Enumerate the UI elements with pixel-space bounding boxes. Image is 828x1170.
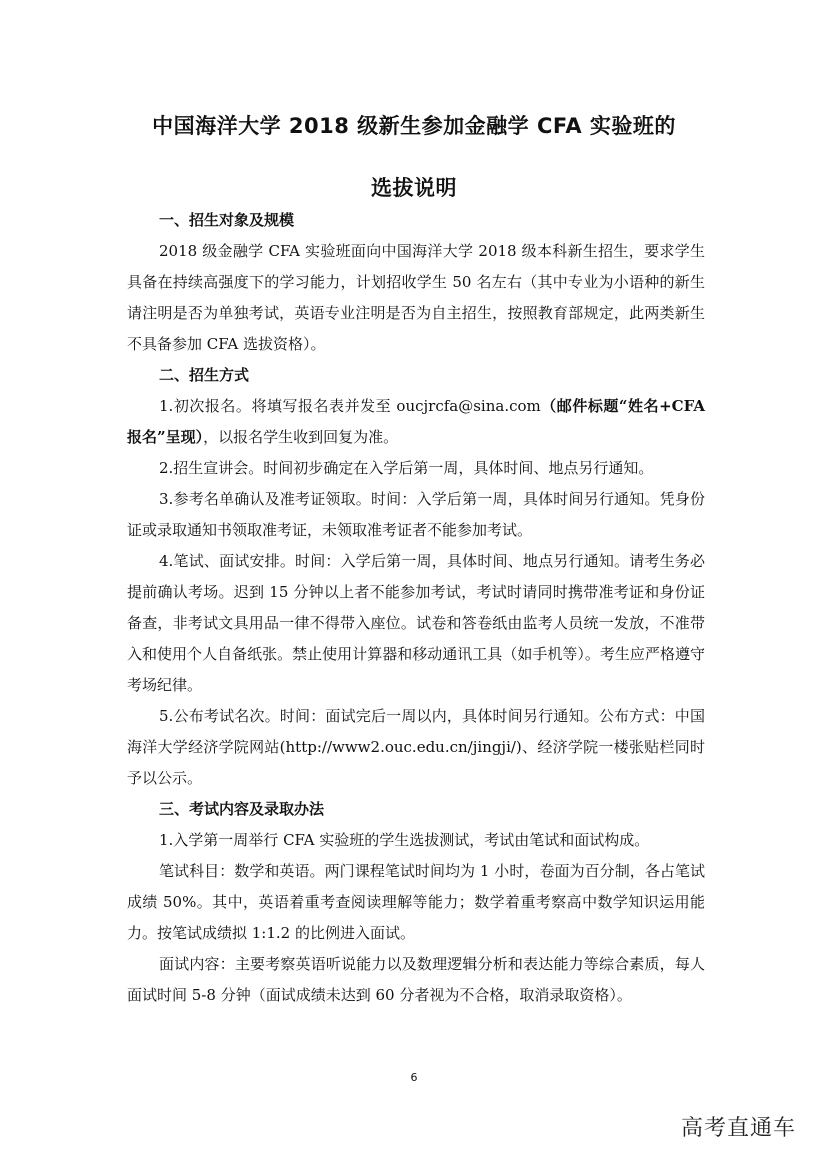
section-heading-2: 二、招生方式 [159,366,250,384]
paragraph: 2018 级金融学 CFA 实验班面向中国海洋大学 2018 级本科新生招生，要求学生具备在持续高强度下的学习能力，计划招收学生 50 名左右（其中专业为小语种的新生请注明是否为单独考试，英语专业注明是否为自主招生，按照教育部规定，此两类新生不具备参加 CFA 选拔资格）。 [127,242,705,353]
watermark-text: 高考直通车 [680,1116,796,1141]
paragraph: 2.招生宣讲会。时间初步确定在入学后第一周，具体时间、地点另行通知。 [159,459,654,477]
section-heading-3: 三、考试内容及录取办法 [159,800,325,818]
section-heading-1: 一、招生对象及规模 [159,211,295,229]
paragraph: 面试内容：主要考察英语听说能力以及数理逻辑分析和表达能力等综合素质，每人面试时间 5-8 分钟（面试成绩未达到 60 分者视为不合格，取消录取资格）。 [127,955,705,1004]
document-body [127,205,705,1011]
paragraph: 4.笔试、面试安排。时间：入学后第一周，具体时间、地点另行通知。请考生务必提前确认考场。迟到 15 分钟以上者不能参加考试，考试时请同时携带准考证和身份证备查，非考试文具用品一律不得带入座位。试卷和答卷纸由监考人员统一发放，不准带入和使用个人自备纸张。禁止使用计算器和移动通讯工具（如手机等）。考生应严格遵守考场纪律。 [127,552,705,694]
document-title-line1: 中国海洋大学 2018 级新生参加金融学 CFA 实验班的 [152,114,676,138]
registration-text-end: ，以报名学生收到回复为准。 [203,428,399,446]
email-subject-note: （邮件标题“姓名+CFA 报名”呈现） [127,397,706,446]
page-number: 6 [410,1071,418,1084]
paragraph-registration [127,391,705,453]
paragraph: 5.公布考试名次。时间：面试完后一周以内，具体时间另行通知。公布方式：中国海洋大学经济学院网站(http://www2.ouc.edu.cn/jingji/)、经济学院一楼张贴栏同时予以公示。 [127,707,705,787]
registration-text: 1.初次报名。将填写报名表并发至 oucjrcfa@sina.com [159,397,541,415]
paragraph: 笔试科目：数学和英语。两门课程笔试时间均为 1 小时，卷面为百分制，各占笔试成绩 50%。其中，英语着重考查阅读理解等能力；数学着重考察高中数学知识运用能力。按笔试成绩拟 1:1.2 的比例进入面试。 [127,862,705,942]
paragraph: 3.参考名单确认及准考证领取。时间：入学后第一周，具体时间另行通知。凭身份证或录取通知书领取准考证，未领取准考证者不能参加考试。 [127,490,705,539]
document-title-line2: 选拔说明 [371,176,457,200]
paragraph: 1.入学第一周举行 CFA 实验班的学生选拔测试，考试由笔试和面试构成。 [159,831,650,849]
